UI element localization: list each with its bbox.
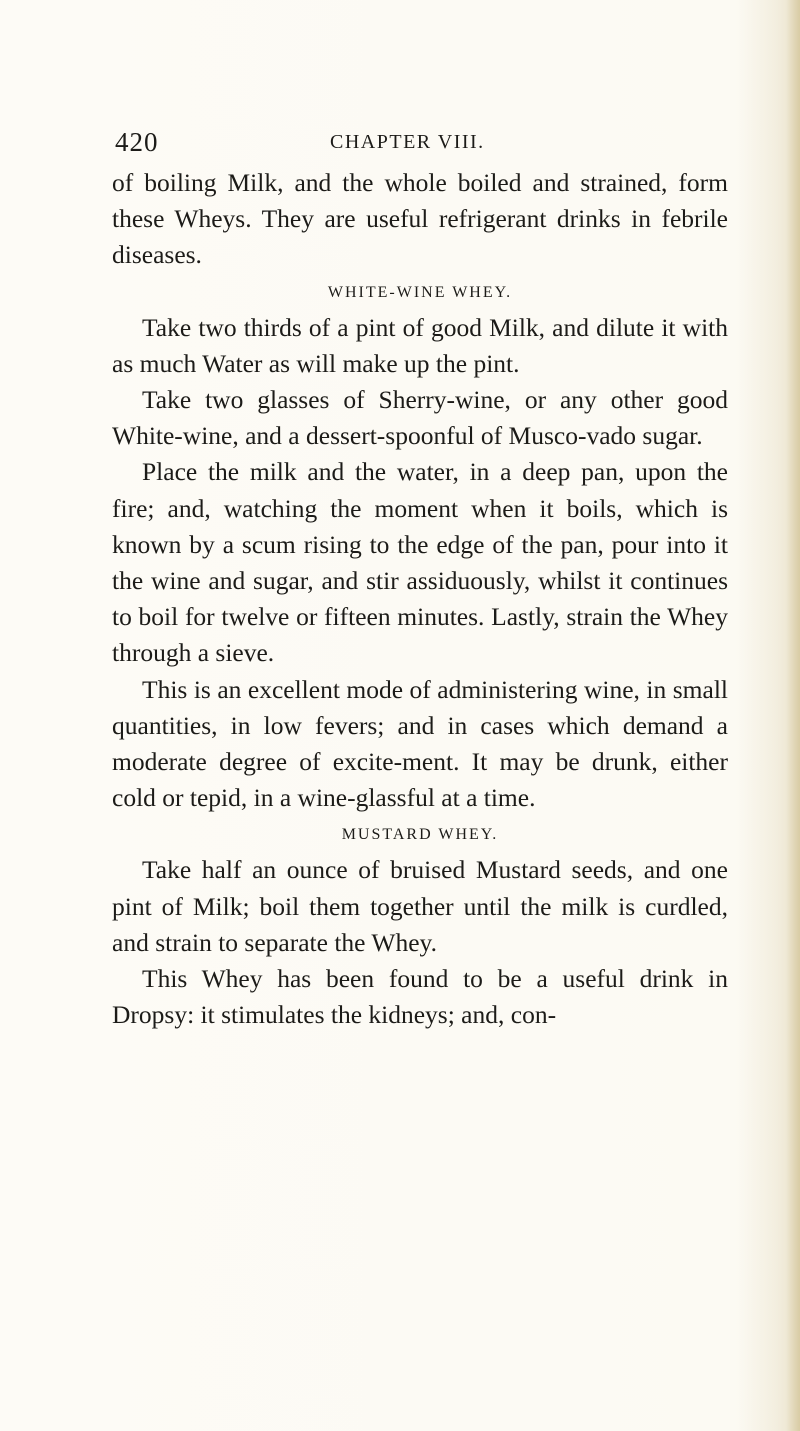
page-number: 420	[115, 127, 159, 157]
paragraph: Take two thirds of a pint of good Milk, and dilute it with as much Water as will make up the pint.	[112, 312, 728, 378]
paragraph: This is an excellent mode of administering wine, in small quantities, in low fevers; and in cases which demand a moderate degree of excite-ment. It may be drunk, either cold or tepid, in a wine-glassful at a time.	[112, 674, 728, 813]
page-body	[112, 165, 728, 1033]
section-heading: WHITE-WINE WHEY.	[327, 283, 513, 301]
page-edge-shadow	[786, 0, 800, 1431]
paragraph: Take half an ounce of bruised Mustard seeds, and one pint of Milk; boil them together until the milk is curdled, and strain to separate the Whey.	[112, 855, 728, 957]
page-header	[115, 127, 705, 167]
running-title: CHAPTER VIII.	[330, 131, 485, 153]
paragraph: This Whey has been found to be a useful drink in Dropsy: it stimulates the kidneys; and, con-	[112, 964, 728, 1030]
paragraph: of boiling Milk, and the whole boiled and strained, form these Wheys. They are useful refrigerant drinks in febrile diseases.	[112, 168, 728, 270]
paragraph: Take two glasses of Sherry-wine, or any other good White-wine, and a dessert-spoonful of Musco-vado sugar.	[112, 385, 728, 451]
section-heading: MUSTARD WHEY.	[341, 826, 499, 844]
paragraph: Place the milk and the water, in a deep pan, upon the fire; and, watching the moment when it boils, which is known by a scum rising to the edge of the pan, pour into it the wine and sugar, and stir assiduously, whilst it continues to boil for twelve or fifteen minutes. Lastly, strain the Whey through a sieve.	[112, 457, 728, 668]
